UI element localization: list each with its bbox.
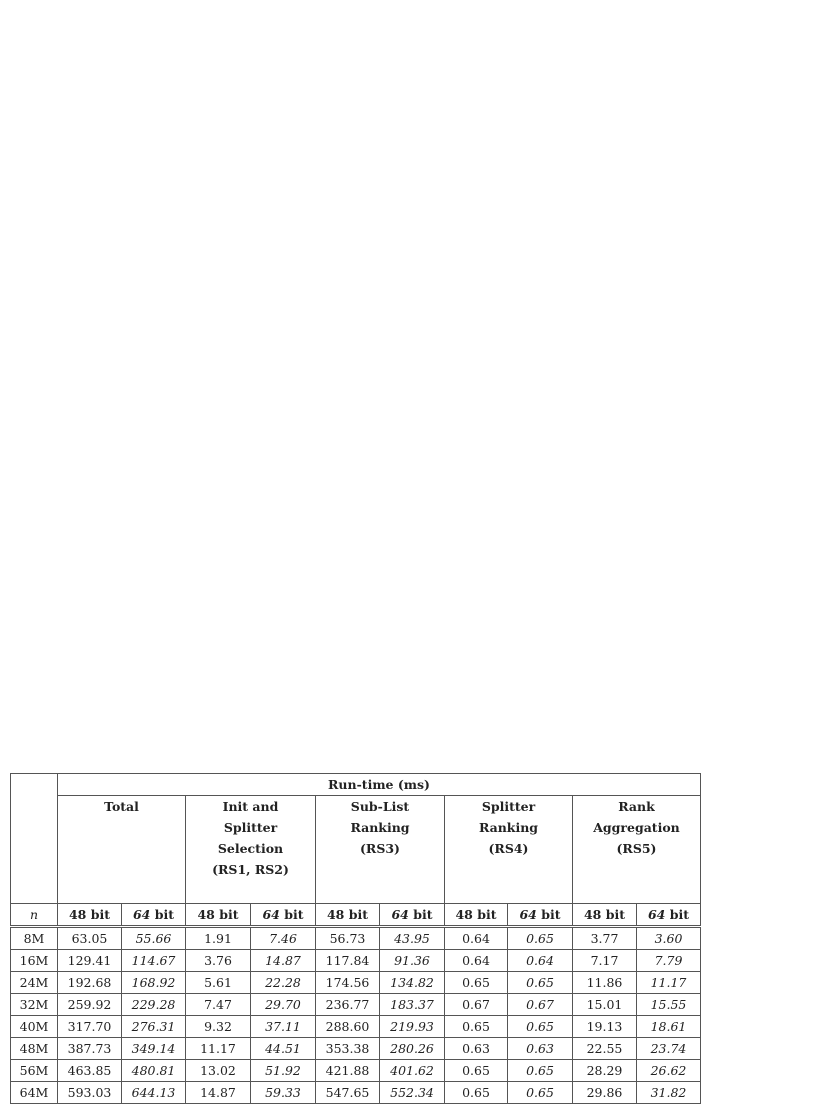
- cell-48bit: 11.17: [186, 1038, 251, 1060]
- row-n-cell: 32M: [11, 994, 58, 1016]
- group-header-rank-aggregation: [573, 796, 701, 904]
- super-header: Run-time (ms): [58, 774, 701, 796]
- cell-64bit: 15.55: [637, 994, 701, 1016]
- row-n-cell: 8M: [11, 927, 58, 950]
- cell-48bit: 117.84: [316, 950, 380, 972]
- cell-48bit: 9.32: [186, 1016, 251, 1038]
- cell-64bit: 59.33: [251, 1082, 316, 1104]
- bit-word: bit: [669, 907, 690, 922]
- cell-64bit: 0.65: [508, 1060, 573, 1082]
- cell-48bit: 0.67: [445, 994, 508, 1016]
- cell-48bit: 7.47: [186, 994, 251, 1016]
- cell-64bit: 280.26: [380, 1038, 445, 1060]
- col-48bit: 48 bit: [186, 904, 251, 927]
- row-n-cell: 48M: [11, 1038, 58, 1060]
- cell-64bit: 3.60: [637, 927, 701, 950]
- cell-48bit: 3.77: [573, 927, 637, 950]
- cell-64bit: 7.46: [251, 927, 316, 950]
- col-64bit: [380, 904, 445, 927]
- group-line: Splitter: [481, 799, 536, 814]
- cell-64bit: 55.66: [122, 927, 186, 950]
- cell-48bit: 0.64: [445, 927, 508, 950]
- cell-48bit: 63.05: [58, 927, 122, 950]
- row-n-cell: 16M: [11, 950, 58, 972]
- group-line: (RS4): [488, 841, 529, 856]
- bit-header-row: [11, 904, 701, 927]
- bit-word: bit: [413, 907, 433, 922]
- cell-48bit: 0.65: [445, 972, 508, 994]
- group-line: Aggregation: [593, 820, 680, 835]
- bit-num: 64: [132, 907, 151, 922]
- cell-64bit: 23.74: [637, 1038, 701, 1060]
- cell-48bit: 129.41: [58, 950, 122, 972]
- cell-64bit: 349.14: [122, 1038, 186, 1060]
- group-header-total: [58, 796, 186, 904]
- n-column-header: n: [11, 904, 58, 927]
- cell-48bit: 1.91: [186, 927, 251, 950]
- group-header-sublist: [316, 796, 445, 904]
- col-48bit: 48 bit: [58, 904, 122, 927]
- group-line: Init and: [222, 799, 279, 814]
- cell-64bit: 219.93: [380, 1016, 445, 1038]
- cell-64bit: 0.65: [508, 927, 573, 950]
- bit-num: 64: [262, 907, 280, 922]
- cell-64bit: 91.36: [380, 950, 445, 972]
- cell-64bit: 183.37: [380, 994, 445, 1016]
- table-row: [11, 994, 701, 1016]
- cell-64bit: 0.63: [508, 1038, 573, 1060]
- cell-48bit: 0.63: [445, 1038, 508, 1060]
- cell-48bit: 288.60: [316, 1016, 380, 1038]
- runtime-table: [10, 773, 701, 1104]
- cell-64bit: 114.67: [122, 950, 186, 972]
- table-row: [11, 1038, 701, 1060]
- cell-48bit: 174.56: [316, 972, 380, 994]
- cell-48bit: 7.17: [573, 950, 637, 972]
- bit-word: bit: [154, 907, 175, 922]
- col-64bit: [637, 904, 701, 927]
- cell-48bit: 463.85: [58, 1060, 122, 1082]
- cell-64bit: 51.92: [251, 1060, 316, 1082]
- cell-64bit: 644.13: [122, 1082, 186, 1104]
- col-48bit: 48 bit: [573, 904, 637, 927]
- corner-cell: [11, 774, 58, 904]
- cell-64bit: 14.87: [251, 950, 316, 972]
- cell-48bit: 421.88: [316, 1060, 380, 1082]
- bit-num: 64: [647, 907, 666, 922]
- cell-48bit: 28.29: [573, 1060, 637, 1082]
- row-n-cell: 40M: [11, 1016, 58, 1038]
- super-header-row: [11, 774, 701, 796]
- cell-64bit: 168.92: [122, 972, 186, 994]
- cell-64bit: 276.31: [122, 1016, 186, 1038]
- cell-64bit: 31.82: [637, 1082, 701, 1104]
- col-48bit: 48 bit: [316, 904, 380, 927]
- cell-48bit: 192.68: [58, 972, 122, 994]
- cell-64bit: 229.28: [122, 994, 186, 1016]
- cell-48bit: 22.55: [573, 1038, 637, 1060]
- group-line: (RS3): [360, 841, 400, 856]
- cell-64bit: 480.81: [122, 1060, 186, 1082]
- group-line: Total: [104, 799, 139, 814]
- table-row: [11, 927, 701, 950]
- cell-48bit: 317.70: [58, 1016, 122, 1038]
- table-row: [11, 950, 701, 972]
- bit-word: bit: [284, 907, 304, 922]
- cell-64bit: 134.82: [380, 972, 445, 994]
- table-row: [11, 1082, 701, 1104]
- cell-64bit: 44.51: [251, 1038, 316, 1060]
- cell-64bit: 401.62: [380, 1060, 445, 1082]
- cell-48bit: 14.87: [186, 1082, 251, 1104]
- table-body: [11, 927, 701, 1104]
- cell-48bit: 29.86: [573, 1082, 637, 1104]
- cell-64bit: 0.64: [508, 950, 573, 972]
- bit-num: 64: [391, 907, 409, 922]
- cell-48bit: 5.61: [186, 972, 251, 994]
- group-line: Ranking: [350, 820, 410, 835]
- cell-48bit: 11.86: [573, 972, 637, 994]
- cell-48bit: 593.03: [58, 1082, 122, 1104]
- bit-word: bit: [541, 907, 561, 922]
- row-n-cell: 24M: [11, 972, 58, 994]
- cell-64bit: 26.62: [637, 1060, 701, 1082]
- cell-64bit: 0.65: [508, 1016, 573, 1038]
- row-n-cell: 56M: [11, 1060, 58, 1082]
- cell-64bit: 0.67: [508, 994, 573, 1016]
- cell-48bit: 56.73: [316, 927, 380, 950]
- cell-48bit: 259.92: [58, 994, 122, 1016]
- cell-64bit: 37.11: [251, 1016, 316, 1038]
- cell-64bit: 552.34: [380, 1082, 445, 1104]
- cell-48bit: 0.65: [445, 1060, 508, 1082]
- cell-48bit: 236.77: [316, 994, 380, 1016]
- row-n-cell: 64M: [11, 1082, 58, 1104]
- cell-64bit: 7.79: [637, 950, 701, 972]
- group-line: Ranking: [478, 820, 539, 835]
- group-line: (RS1, RS2): [212, 862, 289, 877]
- cell-48bit: 0.65: [445, 1016, 508, 1038]
- group-header-splitter-ranking: [445, 796, 573, 904]
- group-header-row: [11, 796, 701, 904]
- cell-64bit: 29.70: [251, 994, 316, 1016]
- group-line: Sub-List: [350, 799, 410, 814]
- cell-48bit: 15.01: [573, 994, 637, 1016]
- group-line: (RS5): [616, 841, 657, 856]
- cell-48bit: 353.38: [316, 1038, 380, 1060]
- cell-64bit: 22.28: [251, 972, 316, 994]
- table-row: [11, 1060, 701, 1082]
- cell-64bit: 43.95: [380, 927, 445, 950]
- bit-num: 64: [519, 907, 537, 922]
- table-row: [11, 1016, 701, 1038]
- cell-48bit: 0.65: [445, 1082, 508, 1104]
- cell-64bit: 0.65: [508, 1082, 573, 1104]
- group-line: Rank: [618, 799, 655, 814]
- cell-48bit: 3.76: [186, 950, 251, 972]
- group-line: Selection: [217, 841, 284, 856]
- cell-64bit: 0.65: [508, 972, 573, 994]
- cell-48bit: 387.73: [58, 1038, 122, 1060]
- cell-64bit: 18.61: [637, 1016, 701, 1038]
- cell-48bit: 0.64: [445, 950, 508, 972]
- cell-48bit: 19.13: [573, 1016, 637, 1038]
- col-64bit: [251, 904, 316, 927]
- group-header-init: [186, 796, 316, 904]
- col-48bit: 48 bit: [445, 904, 508, 927]
- col-64bit: [122, 904, 186, 927]
- group-line: Splitter: [223, 820, 278, 835]
- cell-48bit: 13.02: [186, 1060, 251, 1082]
- col-64bit: [508, 904, 573, 927]
- table-row: [11, 972, 701, 994]
- cell-64bit: 11.17: [637, 972, 701, 994]
- cell-48bit: 547.65: [316, 1082, 380, 1104]
